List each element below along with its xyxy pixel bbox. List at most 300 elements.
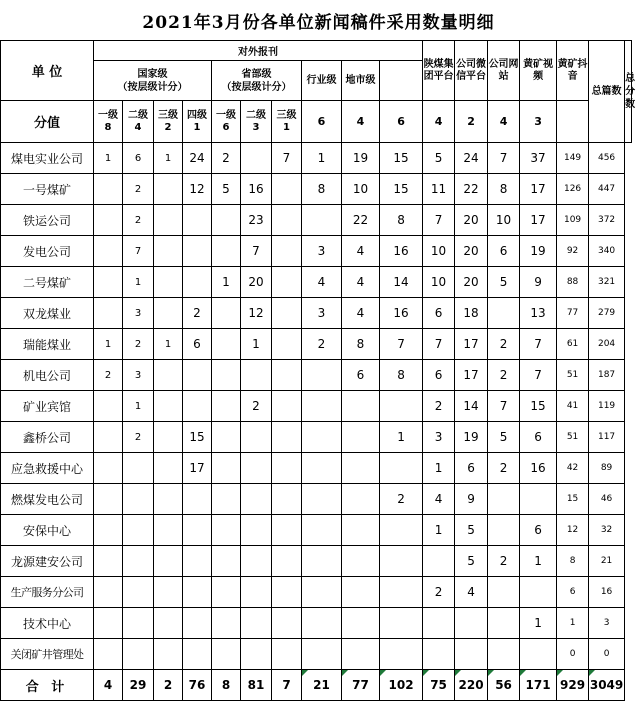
cell-n4 bbox=[183, 391, 212, 422]
cell-p2 bbox=[241, 360, 272, 391]
cell-video bbox=[488, 484, 520, 515]
cell-wechat: 11 bbox=[423, 174, 455, 205]
cell-douyin: 37 bbox=[520, 143, 557, 174]
cell-wechat: 7 bbox=[423, 205, 455, 236]
cell-group bbox=[380, 515, 423, 546]
cell-wechat: 10 bbox=[423, 267, 455, 298]
cell-p1: 5 bbox=[212, 174, 241, 205]
cell-n2: 3 bbox=[123, 360, 154, 391]
cell-industry: 1 bbox=[302, 143, 342, 174]
table-row bbox=[1, 329, 632, 360]
cell-wechat: 75 bbox=[423, 670, 455, 701]
cell-p3: 7 bbox=[272, 143, 302, 174]
cell-industry bbox=[302, 484, 342, 515]
cell-douyin: 16 bbox=[520, 453, 557, 484]
cell-score: 372 bbox=[589, 205, 625, 236]
cell-n1: 4 bbox=[94, 670, 123, 701]
level-p2: 二级 3 bbox=[241, 101, 272, 143]
cell-count: 15 bbox=[557, 484, 589, 515]
cell-p2: 12 bbox=[241, 298, 272, 329]
header-external: 对外报刊 bbox=[94, 41, 423, 61]
cell-score: 32 bbox=[589, 515, 625, 546]
cell-website: 220 bbox=[455, 670, 488, 701]
cell-group: 16 bbox=[380, 298, 423, 329]
cell-score: 89 bbox=[589, 453, 625, 484]
cell-n4 bbox=[183, 577, 212, 608]
cell-p3 bbox=[272, 267, 302, 298]
cell-website: 17 bbox=[455, 360, 488, 391]
cell-n1 bbox=[94, 205, 123, 236]
cell-p3 bbox=[272, 577, 302, 608]
cell-douyin: 9 bbox=[520, 267, 557, 298]
cell-count: 1 bbox=[557, 608, 589, 639]
cell-n1 bbox=[94, 546, 123, 577]
header-video: 黄矿视频 bbox=[520, 41, 557, 101]
cell-industry bbox=[302, 515, 342, 546]
cell-group: 15 bbox=[380, 174, 423, 205]
cell-wechat: 3 bbox=[423, 422, 455, 453]
cell-p3 bbox=[272, 329, 302, 360]
cell-industry bbox=[302, 577, 342, 608]
header-industry: 行业级 bbox=[302, 61, 342, 101]
cell-group: 1 bbox=[380, 422, 423, 453]
cell-city bbox=[342, 453, 380, 484]
cell-n2: 2 bbox=[123, 205, 154, 236]
cell-p3 bbox=[272, 236, 302, 267]
cell-video: 10 bbox=[488, 205, 520, 236]
cell-count: 61 bbox=[557, 329, 589, 360]
cell-p2 bbox=[241, 143, 272, 174]
cell-city bbox=[342, 546, 380, 577]
cell-count: 92 bbox=[557, 236, 589, 267]
table-row bbox=[1, 422, 632, 453]
cell-n3: 1 bbox=[154, 143, 183, 174]
unit-name: 燃煤发电公司 bbox=[1, 484, 94, 515]
cell-n2: 1 bbox=[123, 267, 154, 298]
cell-p3 bbox=[272, 298, 302, 329]
cell-video bbox=[488, 608, 520, 639]
cell-douyin bbox=[520, 484, 557, 515]
cell-score: 279 bbox=[589, 298, 625, 329]
cell-n4 bbox=[183, 267, 212, 298]
cell-p1 bbox=[212, 391, 241, 422]
cell-score: 46 bbox=[589, 484, 625, 515]
cell-group: 8 bbox=[380, 360, 423, 391]
cell-group: 14 bbox=[380, 267, 423, 298]
cell-website: 6 bbox=[455, 453, 488, 484]
cell-douyin: 6 bbox=[520, 515, 557, 546]
cell-video: 7 bbox=[488, 391, 520, 422]
table-row bbox=[1, 546, 632, 577]
header-wechat: 公司微信平台 bbox=[455, 41, 488, 101]
unit-name: 双龙煤业 bbox=[1, 298, 94, 329]
cell-n4: 6 bbox=[183, 329, 212, 360]
table-row bbox=[1, 577, 632, 608]
cell-n4 bbox=[183, 360, 212, 391]
cell-score: 321 bbox=[589, 267, 625, 298]
cell-p1 bbox=[212, 484, 241, 515]
cell-p1 bbox=[212, 360, 241, 391]
cell-group bbox=[380, 453, 423, 484]
cell-wechat: 6 bbox=[423, 360, 455, 391]
cell-douyin: 7 bbox=[520, 329, 557, 360]
cell-video: 6 bbox=[488, 236, 520, 267]
level-n2: 二级 4 bbox=[123, 101, 154, 143]
cell-p2 bbox=[241, 422, 272, 453]
cell-count: 77 bbox=[557, 298, 589, 329]
cell-p2 bbox=[241, 546, 272, 577]
cell-video: 8 bbox=[488, 174, 520, 205]
table-title: 2021年3月份各单位新闻稿件采用数量明细 bbox=[142, 12, 495, 33]
unit-name: 二号煤矿 bbox=[1, 267, 94, 298]
unit-name: 龙源建安公司 bbox=[1, 546, 94, 577]
cell-video bbox=[488, 577, 520, 608]
cell-city: 10 bbox=[342, 174, 380, 205]
cell-group: 8 bbox=[380, 205, 423, 236]
header-total-score: 总分数 bbox=[625, 41, 632, 143]
cell-score: 16 bbox=[589, 577, 625, 608]
unit-name: 瑞能煤业 bbox=[1, 329, 94, 360]
level-p1: 一级 6 bbox=[212, 101, 241, 143]
table-row bbox=[1, 360, 632, 391]
cell-p1: 8 bbox=[212, 670, 241, 701]
cell-wechat bbox=[423, 546, 455, 577]
cell-p1 bbox=[212, 236, 241, 267]
cell-group: 2 bbox=[380, 484, 423, 515]
cell-douyin: 17 bbox=[520, 205, 557, 236]
table-row bbox=[1, 143, 632, 174]
cell-n2: 29 bbox=[123, 670, 154, 701]
cell-p2: 23 bbox=[241, 205, 272, 236]
unit-name: 发电公司 bbox=[1, 236, 94, 267]
cell-score: 447 bbox=[589, 174, 625, 205]
cell-video: 2 bbox=[488, 329, 520, 360]
unit-name: 技术中心 bbox=[1, 608, 94, 639]
table-row bbox=[1, 608, 632, 639]
cell-n1 bbox=[94, 484, 123, 515]
cell-score: 117 bbox=[589, 422, 625, 453]
cell-n1 bbox=[94, 174, 123, 205]
unit-name: 应急救援中心 bbox=[1, 453, 94, 484]
cell-n4 bbox=[183, 546, 212, 577]
unit-name: 矿业宾馆 bbox=[1, 391, 94, 422]
cell-p3 bbox=[272, 360, 302, 391]
cell-group: 7 bbox=[380, 329, 423, 360]
cell-video: 2 bbox=[488, 360, 520, 391]
cell-wechat bbox=[423, 608, 455, 639]
cell-n3 bbox=[154, 546, 183, 577]
cell-wechat: 2 bbox=[423, 577, 455, 608]
cell-count: 929 bbox=[557, 670, 589, 701]
cell-website bbox=[455, 639, 488, 670]
cell-p1 bbox=[212, 298, 241, 329]
cell-douyin: 1 bbox=[520, 608, 557, 639]
cell-industry bbox=[302, 391, 342, 422]
cell-n1 bbox=[94, 453, 123, 484]
cell-p2 bbox=[241, 608, 272, 639]
weight-city: 4 bbox=[342, 101, 380, 143]
cell-n3 bbox=[154, 391, 183, 422]
cell-group bbox=[380, 546, 423, 577]
cell-website: 22 bbox=[455, 174, 488, 205]
cell-count: 0 bbox=[557, 639, 589, 670]
cell-group bbox=[380, 608, 423, 639]
header-national: 国家级 （按层级计分） bbox=[94, 61, 212, 101]
unit-name: 生产服务分公司 bbox=[1, 577, 94, 608]
cell-city bbox=[342, 515, 380, 546]
cell-p1: 1 bbox=[212, 267, 241, 298]
cell-n3 bbox=[154, 174, 183, 205]
cell-p1: 2 bbox=[212, 143, 241, 174]
cell-n3 bbox=[154, 515, 183, 546]
cell-website: 5 bbox=[455, 546, 488, 577]
cell-n3 bbox=[154, 639, 183, 670]
cell-douyin: 7 bbox=[520, 360, 557, 391]
cell-n4: 15 bbox=[183, 422, 212, 453]
cell-n2 bbox=[123, 515, 154, 546]
cell-n2 bbox=[123, 453, 154, 484]
cell-group bbox=[380, 639, 423, 670]
cell-wechat: 4 bbox=[423, 484, 455, 515]
weight-video: 4 bbox=[488, 101, 520, 143]
cell-score: 340 bbox=[589, 236, 625, 267]
cell-count: 41 bbox=[557, 391, 589, 422]
cell-n4 bbox=[183, 639, 212, 670]
cell-n1 bbox=[94, 515, 123, 546]
cell-group bbox=[380, 391, 423, 422]
cell-n3 bbox=[154, 484, 183, 515]
cell-douyin: 19 bbox=[520, 236, 557, 267]
cell-group: 16 bbox=[380, 236, 423, 267]
cell-score: 3049 bbox=[589, 670, 625, 701]
header-total-count: 总篇数 bbox=[589, 41, 625, 143]
cell-city: 77 bbox=[342, 670, 380, 701]
cell-n4 bbox=[183, 205, 212, 236]
cell-industry: 8 bbox=[302, 174, 342, 205]
cell-p2 bbox=[241, 453, 272, 484]
totals-row bbox=[1, 670, 632, 701]
cell-video bbox=[488, 639, 520, 670]
cell-n2: 2 bbox=[123, 329, 154, 360]
cell-n4: 12 bbox=[183, 174, 212, 205]
cell-wechat: 2 bbox=[423, 391, 455, 422]
cell-count: 126 bbox=[557, 174, 589, 205]
unit-name: 机电公司 bbox=[1, 360, 94, 391]
cell-p2 bbox=[241, 577, 272, 608]
table-row bbox=[1, 174, 632, 205]
cell-douyin: 17 bbox=[520, 174, 557, 205]
cell-n1 bbox=[94, 422, 123, 453]
header-website: 公司网站 bbox=[488, 41, 520, 101]
cell-n3 bbox=[154, 236, 183, 267]
cell-score: 0 bbox=[589, 639, 625, 670]
cell-p2: 2 bbox=[241, 391, 272, 422]
header-provincial: 省部级 （按层级计分） bbox=[212, 61, 302, 101]
cell-wechat: 1 bbox=[423, 453, 455, 484]
header-group-platform: 陕煤集团平台 bbox=[423, 41, 455, 101]
cell-industry bbox=[302, 608, 342, 639]
table-row bbox=[1, 484, 632, 515]
cell-n3 bbox=[154, 360, 183, 391]
cell-group bbox=[380, 577, 423, 608]
cell-n2: 2 bbox=[123, 174, 154, 205]
cell-industry: 3 bbox=[302, 298, 342, 329]
cell-p3 bbox=[272, 453, 302, 484]
cell-douyin: 171 bbox=[520, 670, 557, 701]
unit-name: 铁运公司 bbox=[1, 205, 94, 236]
cell-p2 bbox=[241, 515, 272, 546]
cell-douyin bbox=[520, 577, 557, 608]
cell-p1 bbox=[212, 639, 241, 670]
cell-count: 51 bbox=[557, 422, 589, 453]
cell-p1 bbox=[212, 205, 241, 236]
cell-n3: 2 bbox=[154, 670, 183, 701]
cell-city bbox=[342, 422, 380, 453]
cell-city bbox=[342, 484, 380, 515]
cell-website: 17 bbox=[455, 329, 488, 360]
cell-n2 bbox=[123, 484, 154, 515]
cell-p1 bbox=[212, 453, 241, 484]
cell-p3 bbox=[272, 546, 302, 577]
cell-video: 7 bbox=[488, 143, 520, 174]
unit-name: 一号煤矿 bbox=[1, 174, 94, 205]
cell-n2: 6 bbox=[123, 143, 154, 174]
cell-city: 22 bbox=[342, 205, 380, 236]
level-n4: 四级 1 bbox=[183, 101, 212, 143]
cell-wechat: 6 bbox=[423, 298, 455, 329]
level-p3: 三级 1 bbox=[272, 101, 302, 143]
cell-n1: 1 bbox=[94, 143, 123, 174]
cell-n4 bbox=[183, 484, 212, 515]
cell-city: 8 bbox=[342, 329, 380, 360]
cell-wechat bbox=[423, 639, 455, 670]
cell-score: 3 bbox=[589, 608, 625, 639]
table-row bbox=[1, 236, 632, 267]
cell-industry: 3 bbox=[302, 236, 342, 267]
cell-video: 5 bbox=[488, 267, 520, 298]
cell-count: 8 bbox=[557, 546, 589, 577]
cell-n1 bbox=[94, 608, 123, 639]
unit-name: 鑫桥公司 bbox=[1, 422, 94, 453]
cell-website: 20 bbox=[455, 267, 488, 298]
cell-p2: 1 bbox=[241, 329, 272, 360]
cell-n4: 2 bbox=[183, 298, 212, 329]
cell-city: 4 bbox=[342, 267, 380, 298]
unit-name: 关闭矿井管理处 bbox=[1, 639, 94, 670]
cell-n3 bbox=[154, 205, 183, 236]
cell-n2 bbox=[123, 639, 154, 670]
cell-p3 bbox=[272, 391, 302, 422]
cell-city: 4 bbox=[342, 236, 380, 267]
cell-industry bbox=[302, 360, 342, 391]
table-row bbox=[1, 453, 632, 484]
cell-p2 bbox=[241, 639, 272, 670]
weight-group: 6 bbox=[380, 101, 423, 143]
cell-p3 bbox=[272, 422, 302, 453]
header-city: 地市级 bbox=[342, 61, 380, 101]
cell-city bbox=[342, 639, 380, 670]
cell-n2 bbox=[123, 577, 154, 608]
cell-p1 bbox=[212, 422, 241, 453]
cell-n4: 76 bbox=[183, 670, 212, 701]
cell-count: 149 bbox=[557, 143, 589, 174]
cell-wechat: 5 bbox=[423, 143, 455, 174]
cell-douyin bbox=[520, 639, 557, 670]
unit-name: 安保中心 bbox=[1, 515, 94, 546]
weight-douyin: 3 bbox=[520, 101, 557, 143]
level-n1: 一级 8 bbox=[94, 101, 123, 143]
cell-p3 bbox=[272, 608, 302, 639]
cell-website: 18 bbox=[455, 298, 488, 329]
cell-p1 bbox=[212, 329, 241, 360]
table-row bbox=[1, 267, 632, 298]
cell-n1 bbox=[94, 577, 123, 608]
header-douyin: 黄矿抖音 bbox=[557, 41, 589, 101]
table-body bbox=[1, 143, 632, 701]
cell-douyin: 6 bbox=[520, 422, 557, 453]
cell-industry bbox=[302, 422, 342, 453]
cell-p2: 81 bbox=[241, 670, 272, 701]
cell-video: 2 bbox=[488, 453, 520, 484]
table-row bbox=[1, 515, 632, 546]
cell-video: 2 bbox=[488, 546, 520, 577]
cell-group: 15 bbox=[380, 143, 423, 174]
cell-count: 51 bbox=[557, 360, 589, 391]
cell-p1 bbox=[212, 577, 241, 608]
unit-name: 煤电实业公司 bbox=[1, 143, 94, 174]
cell-p2: 7 bbox=[241, 236, 272, 267]
cell-score: 204 bbox=[589, 329, 625, 360]
cell-n2: 7 bbox=[123, 236, 154, 267]
cell-group: 102 bbox=[380, 670, 423, 701]
cell-p3 bbox=[272, 515, 302, 546]
cell-p3 bbox=[272, 205, 302, 236]
cell-score: 21 bbox=[589, 546, 625, 577]
level-n3: 三级 2 bbox=[154, 101, 183, 143]
cell-n2: 2 bbox=[123, 422, 154, 453]
cell-city: 4 bbox=[342, 298, 380, 329]
header-unit: 单 位 bbox=[1, 41, 94, 101]
cell-p1 bbox=[212, 515, 241, 546]
cell-website: 20 bbox=[455, 205, 488, 236]
cell-city bbox=[342, 577, 380, 608]
cell-industry: 4 bbox=[302, 267, 342, 298]
cell-p3 bbox=[272, 484, 302, 515]
cell-industry bbox=[302, 205, 342, 236]
cell-n3: 1 bbox=[154, 329, 183, 360]
cell-n2: 3 bbox=[123, 298, 154, 329]
cell-n1: 1 bbox=[94, 329, 123, 360]
cell-count: 6 bbox=[557, 577, 589, 608]
cell-city bbox=[342, 608, 380, 639]
cell-n2 bbox=[123, 608, 154, 639]
cell-count: 109 bbox=[557, 205, 589, 236]
cell-n1 bbox=[94, 298, 123, 329]
cell-industry bbox=[302, 639, 342, 670]
cell-website: 20 bbox=[455, 236, 488, 267]
cell-website bbox=[455, 608, 488, 639]
cell-p2: 16 bbox=[241, 174, 272, 205]
cell-p2: 20 bbox=[241, 267, 272, 298]
cell-count: 42 bbox=[557, 453, 589, 484]
totals-label: 合 计 bbox=[1, 670, 94, 701]
cell-n4 bbox=[183, 515, 212, 546]
cell-website: 9 bbox=[455, 484, 488, 515]
cell-douyin: 15 bbox=[520, 391, 557, 422]
cell-industry bbox=[302, 453, 342, 484]
weight-website: 2 bbox=[455, 101, 488, 143]
table-row bbox=[1, 205, 632, 236]
